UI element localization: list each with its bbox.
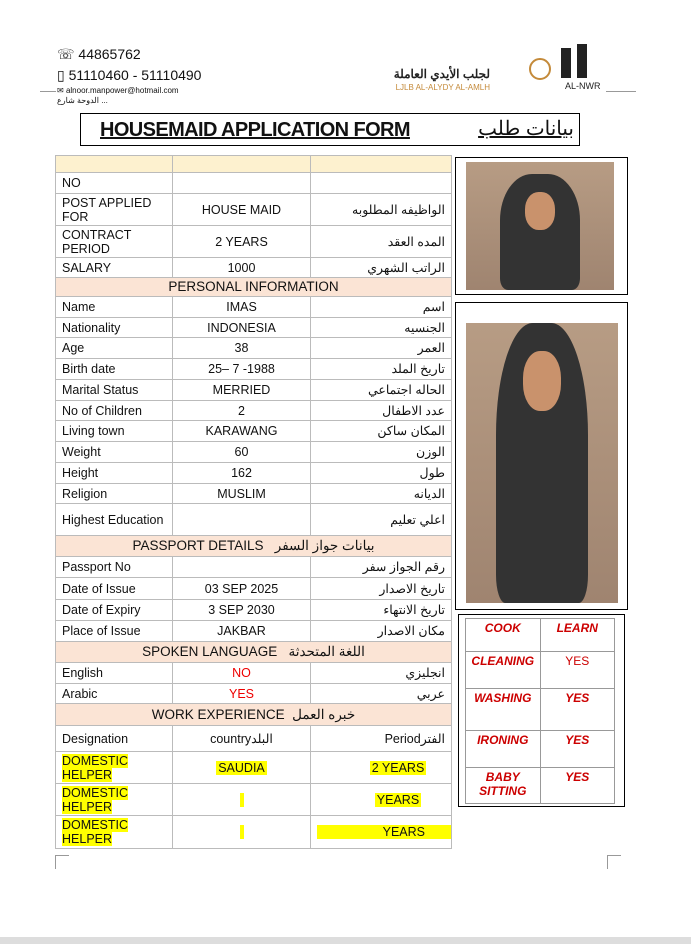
work-row bbox=[56, 784, 452, 816]
logo-bar bbox=[577, 44, 587, 78]
skill-level: YES bbox=[540, 689, 615, 731]
logo-mark-text: AL-NWR bbox=[565, 81, 601, 91]
page-title-arabic: بيانات طلب bbox=[478, 118, 574, 140]
table-row bbox=[56, 401, 452, 421]
field-label: Nationality bbox=[56, 318, 173, 338]
text: NO bbox=[56, 173, 173, 194]
table-row bbox=[56, 600, 452, 621]
field-label: Marital Status bbox=[56, 380, 173, 401]
text: SPOKEN LANGUAGE bbox=[142, 644, 278, 659]
field-label-arabic: طول bbox=[311, 463, 452, 484]
skills-table bbox=[465, 618, 615, 804]
table-row bbox=[56, 318, 452, 338]
field-label-arabic: اعلي تعليم bbox=[311, 504, 452, 536]
field-label-arabic: تاريخ الاصدار bbox=[311, 578, 452, 600]
field-value: 2 bbox=[173, 401, 311, 421]
skill-name: CLEANING bbox=[466, 652, 541, 689]
field-value: KARAWANG bbox=[173, 421, 311, 442]
field-value bbox=[173, 557, 311, 578]
applicant-photo-portrait bbox=[466, 162, 614, 290]
work-row bbox=[56, 816, 452, 849]
skill-name: IRONING bbox=[466, 731, 541, 768]
designation: DOMESTIC HELPER bbox=[62, 785, 128, 814]
skill-row bbox=[466, 768, 615, 804]
field-label: Passport No bbox=[56, 557, 173, 578]
field-label-arabic: مكان الاصدار bbox=[311, 621, 452, 642]
field-label-arabic: الوزن bbox=[311, 442, 452, 463]
field-label-arabic: تاريخ الملد bbox=[311, 359, 452, 380]
table-row bbox=[56, 338, 452, 359]
table-row bbox=[56, 359, 452, 380]
text: انجليزي bbox=[311, 663, 452, 684]
table-row bbox=[56, 463, 452, 484]
text: اللغة المتحدثة bbox=[288, 644, 365, 659]
text: Designation bbox=[56, 726, 173, 752]
table-row bbox=[56, 557, 452, 578]
field-value: 25– 7 -1988 bbox=[173, 359, 311, 380]
application-table bbox=[55, 155, 452, 849]
field-label-arabic: الجنسيه bbox=[311, 318, 452, 338]
section-work bbox=[56, 704, 452, 726]
field-label: Highest Education bbox=[56, 504, 173, 536]
text: English bbox=[56, 663, 173, 684]
skill-row bbox=[466, 689, 615, 731]
text: 2 YEARS bbox=[173, 226, 311, 258]
field-label: Weight bbox=[56, 442, 173, 463]
skill-row bbox=[466, 731, 615, 768]
skill-level: YES bbox=[540, 652, 615, 689]
text: POST APPLIED FOR bbox=[56, 194, 173, 226]
field-value: MUSLIM bbox=[173, 484, 311, 504]
table-row bbox=[56, 484, 452, 504]
field-label-arabic: العمر bbox=[311, 338, 452, 359]
applicant-photo-full bbox=[466, 323, 618, 603]
logo-english: LJLB AL-ALYDY AL-AMLH bbox=[395, 83, 490, 92]
table-row bbox=[56, 578, 452, 600]
field-label: No of Children bbox=[56, 401, 173, 421]
skill-name: BABY SITTING bbox=[466, 768, 541, 804]
page-title: HOUSEMAID APPLICATION FORM bbox=[100, 119, 410, 141]
page-corner bbox=[55, 855, 69, 869]
field-label: Height bbox=[56, 463, 173, 484]
table-row bbox=[56, 621, 452, 642]
country: SAUDIA bbox=[218, 760, 265, 775]
email-text: alnoor.manpower@hotmail.com bbox=[65, 86, 179, 95]
field-label: Religion bbox=[56, 484, 173, 504]
country bbox=[240, 825, 244, 839]
field-value: IMAS bbox=[173, 297, 311, 318]
text: خبره العمل bbox=[292, 706, 356, 722]
field-label-arabic: الديانه bbox=[311, 484, 452, 504]
field-value: MERRIED bbox=[173, 380, 311, 401]
field-value bbox=[173, 504, 311, 536]
text: NO bbox=[173, 663, 311, 684]
field-value: JAKBAR bbox=[173, 621, 311, 642]
text: 1000 bbox=[173, 258, 311, 278]
text: SALARY bbox=[56, 258, 173, 278]
skill-row bbox=[466, 652, 615, 689]
section-language bbox=[56, 642, 452, 663]
designation: DOMESTIC HELPER bbox=[62, 753, 128, 782]
table-row bbox=[56, 297, 452, 318]
field-label: Name bbox=[56, 297, 173, 318]
field-value: 60 bbox=[173, 442, 311, 463]
logo-bar bbox=[561, 48, 571, 78]
field-label-arabic: تاريخ الانتهاء bbox=[311, 600, 452, 621]
text: YES bbox=[173, 684, 311, 704]
text: WORK EXPERIENCE bbox=[151, 706, 285, 722]
phone-2-text: 51110460 - 51110490 bbox=[68, 67, 202, 83]
logo-arabic: لجلب الأيدي العاملة bbox=[393, 67, 490, 81]
field-value: INDONESIA bbox=[173, 318, 311, 338]
photo-frame-1 bbox=[455, 157, 628, 295]
work-row bbox=[56, 752, 452, 784]
photo-frame-2 bbox=[455, 302, 628, 610]
field-label: Living town bbox=[56, 421, 173, 442]
phone-1: ☏ 44865762 bbox=[57, 46, 141, 62]
text: CONTRACT PERIOD bbox=[56, 226, 173, 258]
field-label: Age bbox=[56, 338, 173, 359]
email: ✉ alnoor.manpower@hotmail.com bbox=[57, 86, 179, 95]
skill-level: LEARN bbox=[540, 619, 615, 652]
page-corner bbox=[607, 855, 621, 869]
field-label-arabic: المكان ساكن bbox=[311, 421, 452, 442]
field-value: 03 SEP 2025 bbox=[173, 578, 311, 600]
phone-1-text: 44865762 bbox=[78, 46, 141, 62]
designation: DOMESTIC HELPER bbox=[62, 818, 128, 846]
text: HOUSE MAID bbox=[173, 194, 311, 226]
text: Arabic bbox=[56, 684, 173, 704]
text: عربي bbox=[311, 684, 452, 704]
text bbox=[311, 173, 452, 194]
skill-name: WASHING bbox=[466, 689, 541, 731]
period: YEARS bbox=[317, 825, 451, 839]
field-value: 162 bbox=[173, 463, 311, 484]
text: الواظيفه المطلوبه bbox=[311, 194, 452, 226]
field-label-arabic: الحاله اجتماعي bbox=[311, 380, 452, 401]
divider bbox=[606, 91, 636, 92]
skill-level: YES bbox=[540, 768, 615, 804]
field-label: Date of Issue bbox=[56, 578, 173, 600]
field-value: 38 bbox=[173, 338, 311, 359]
country bbox=[240, 793, 244, 807]
section-passport bbox=[56, 536, 452, 557]
text: countryالبلد bbox=[173, 726, 311, 752]
text bbox=[173, 173, 311, 194]
field-label-arabic: رقم الجواز سفر bbox=[311, 557, 452, 578]
table-row bbox=[56, 421, 452, 442]
text: PASSPORT DETAILS bbox=[132, 538, 264, 553]
bulb-icon bbox=[529, 58, 551, 80]
field-label-arabic: عدد الاطفال bbox=[311, 401, 452, 421]
section-personal: PERSONAL INFORMATION bbox=[56, 278, 452, 297]
field-label: Date of Expiry bbox=[56, 600, 173, 621]
table-row bbox=[56, 504, 452, 536]
field-label: Place of Issue bbox=[56, 621, 173, 642]
skill-row bbox=[466, 619, 615, 652]
period: 2 YEARS bbox=[371, 760, 425, 775]
text: المده العقد bbox=[311, 226, 452, 258]
viewer-bottom-bar bbox=[0, 937, 691, 944]
text: Periodالفتر bbox=[311, 726, 452, 752]
table-row bbox=[56, 380, 452, 401]
text: بيانات جواز السفر bbox=[274, 538, 375, 553]
field-value: 3 SEP 2030 bbox=[173, 600, 311, 621]
contact-info bbox=[57, 44, 201, 106]
field-label-arabic: اسم bbox=[311, 297, 452, 318]
field-label: Birth date bbox=[56, 359, 173, 380]
skill-level: YES bbox=[540, 731, 615, 768]
skill-name: COOK bbox=[466, 619, 541, 652]
period: YEARS bbox=[376, 792, 420, 807]
table-row bbox=[56, 442, 452, 463]
address: الدوحة شارع ... bbox=[57, 96, 108, 105]
logo-icon bbox=[525, 44, 605, 92]
phone-2: ▯ 51110460 - 51110490 bbox=[57, 67, 202, 83]
text: الراتب الشهري bbox=[311, 258, 452, 278]
divider bbox=[40, 91, 56, 92]
